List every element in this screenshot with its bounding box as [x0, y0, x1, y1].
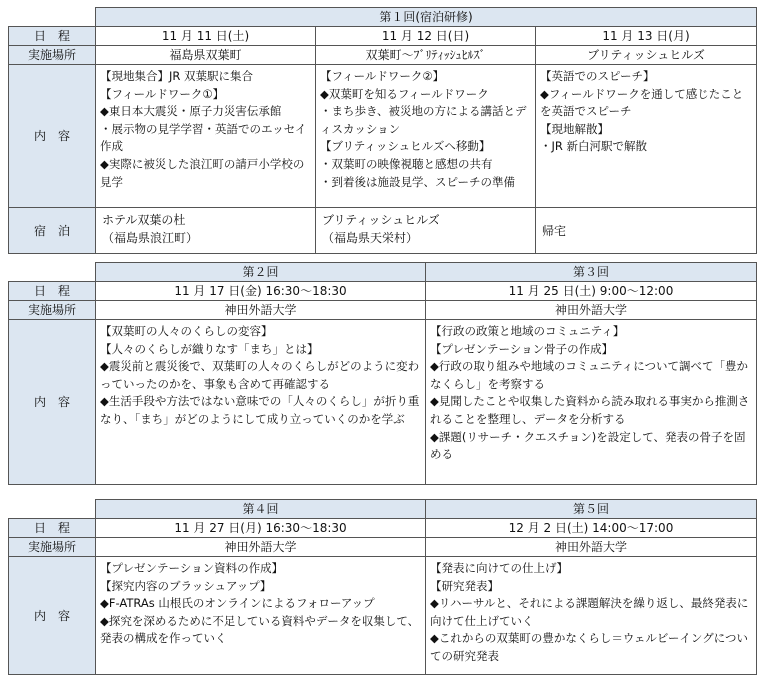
venue-label: 実施場所 — [9, 46, 96, 65]
session1-title: 第１回(宿泊研修) — [96, 8, 757, 27]
session1-day1-stay — [96, 208, 316, 254]
content-line: 【双葉町の人々のくらしの変容】 — [100, 324, 273, 338]
content-line: 【行政の政策と地域のコミュニティ】 — [430, 324, 625, 338]
content-line: ◆フィールドワークを通して感じたことを英語でスピーチ — [540, 86, 744, 119]
content-line: ◆課題(リサーチ・クエスチョン)を設定して、発表の骨子を固める — [430, 429, 746, 462]
session2-date: 11 月 17 日(金) 16:30～18:30 — [96, 282, 426, 301]
session1-day2-content — [316, 65, 536, 208]
content-line: 【英語でのスピーチ】 — [540, 69, 655, 83]
session1-day1-date: 11 月 11 日(土) — [96, 27, 316, 46]
session2-venue: 神田外語大学 — [96, 301, 426, 320]
session3-date: 11 月 25 日(土) 9:00～12:00 — [426, 282, 757, 301]
session1-day1-content — [96, 65, 316, 208]
venue-label: 実施場所 — [9, 301, 96, 320]
content-line: ◆見聞したことや収集した資料から読み取れる事実から推測されることを整理し、データを分析する — [430, 394, 750, 426]
content-line: ◆東日本大震災・原子力災害伝承館 — [100, 104, 282, 119]
stay-line: 帰宅 — [542, 223, 567, 238]
session4-venue: 神田外語大学 — [96, 538, 426, 557]
content-label: 内 容 — [9, 320, 96, 485]
content-line: ・まち歩き、被災地の方による講話とディスカッション — [320, 104, 527, 136]
content-line: 【ブリティッシュヒルズへ移動】 — [320, 139, 491, 154]
content-line: ・JR 新白河駅で解散 — [540, 139, 648, 154]
session3-content — [426, 320, 757, 485]
content-label: 内 容 — [9, 557, 96, 675]
date-label: 日 程 — [9, 519, 96, 538]
session1-day3-date: 11 月 13 日(月) — [536, 27, 757, 46]
header-blank — [9, 500, 96, 519]
session1-day3-stay — [536, 208, 757, 254]
content-line: 【探究内容のブラッシュアップ】 — [100, 578, 272, 593]
header-blank — [9, 8, 96, 27]
session1-day3-venue: ブリティッシュヒルズ — [536, 46, 757, 65]
content-line: ・双葉町の映像視聴と感想の共有 — [320, 156, 493, 171]
session1-day2-stay — [316, 208, 536, 254]
session1-day1-venue: 福島県双葉町 — [96, 46, 316, 65]
session4-5-table — [8, 499, 757, 675]
session5-content — [426, 557, 757, 675]
stay-line: （福島県浪江町） — [102, 231, 199, 245]
content-line: ◆これからの双葉町の豊かなくらし＝ウェルビーイングについての研究発表 — [430, 631, 748, 663]
content-line: 【現地解散】 — [540, 121, 609, 136]
session5-title: 第５回 — [426, 500, 757, 519]
date-label: 日 程 — [9, 282, 96, 301]
content-line: ・展示物の見学学習・英語でのエッセイ作成 — [100, 121, 307, 154]
content-line: ◆行政の取り組みや地域のコミュニティについて調べて「豊かなくらし」を考察する — [430, 359, 748, 391]
content-line: ◆双葉町を知るフィールドワーク — [320, 86, 489, 101]
session5-venue: 神田外語大学 — [426, 538, 757, 557]
content-line: 【現地集合】JR 双葉駅に集合 — [100, 69, 254, 83]
session4-title: 第４回 — [96, 500, 426, 519]
session3-title: 第３回 — [426, 263, 757, 282]
session4-date: 11 月 27 日(月) 16:30～18:30 — [96, 519, 426, 538]
session4-content — [96, 557, 426, 675]
content-line: 【発表に向けての仕上げ】 — [430, 561, 568, 575]
stay-line: ブリティッシュヒルズ — [322, 213, 440, 227]
session3-venue: 神田外語大学 — [426, 301, 757, 320]
session1-table — [8, 7, 757, 254]
stay-label: 宿 泊 — [9, 208, 96, 254]
session1-day2-date: 11 月 12 日(日) — [316, 27, 536, 46]
header-blank — [9, 263, 96, 282]
content-line: 【プレゼンテーション資料の作成】 — [100, 561, 284, 575]
content-line: 【人々のくらしが織りなす「まち」とは】 — [100, 341, 319, 356]
content-line: ◆震災前と震災後で、双葉町の人々のくらしがどのように変わっていったのかを、事象も含めて再確認する — [100, 359, 420, 391]
session1-day3-content — [536, 65, 757, 208]
content-line: 【プレゼンテーション骨子の作成】 — [430, 341, 614, 356]
content-line: ・到着後は施設見学、スピーチの準備 — [320, 174, 516, 189]
stay-line: ホテル双葉の杜 — [102, 213, 186, 227]
session2-content — [96, 320, 426, 485]
content-line: ◆生活手段や方法ではない意味での「人々のくらし」が折り重なり、「まち」がどのようにして成り立っていくのかを学ぶ — [100, 394, 420, 426]
content-label: 内 容 — [9, 65, 96, 208]
session2-3-table — [8, 262, 757, 485]
content-line: ◆実際に被災した浪江町の請戸小学校の見学 — [100, 156, 305, 189]
content-line: ◆リハーサルと、それによる課題解決を繰り返し、最終発表に向けて仕上げていく — [430, 596, 749, 628]
session1-day2-venue: 双葉町～ﾌﾞﾘﾃｨｯｼｭﾋﾙｽﾞ — [316, 46, 536, 65]
content-line: ◆探究を深めるために不足している資料やデータを収集して、発表の構成を作っていく — [100, 613, 420, 646]
content-line: 【フィールドワーク②】 — [320, 69, 445, 83]
session5-date: 12 月 2 日(土) 14:00～17:00 — [426, 519, 757, 538]
date-label: 日 程 — [9, 27, 96, 46]
content-line: ◆F-ATRAs 山根氏のオンラインによるフォローアップ — [100, 596, 375, 611]
content-line: 【研究発表】 — [430, 578, 499, 593]
venue-label: 実施場所 — [9, 538, 96, 557]
session2-title: 第２回 — [96, 263, 426, 282]
content-line: 【フィールドワーク①】 — [100, 86, 225, 101]
stay-line: （福島県天栄村） — [322, 231, 419, 245]
